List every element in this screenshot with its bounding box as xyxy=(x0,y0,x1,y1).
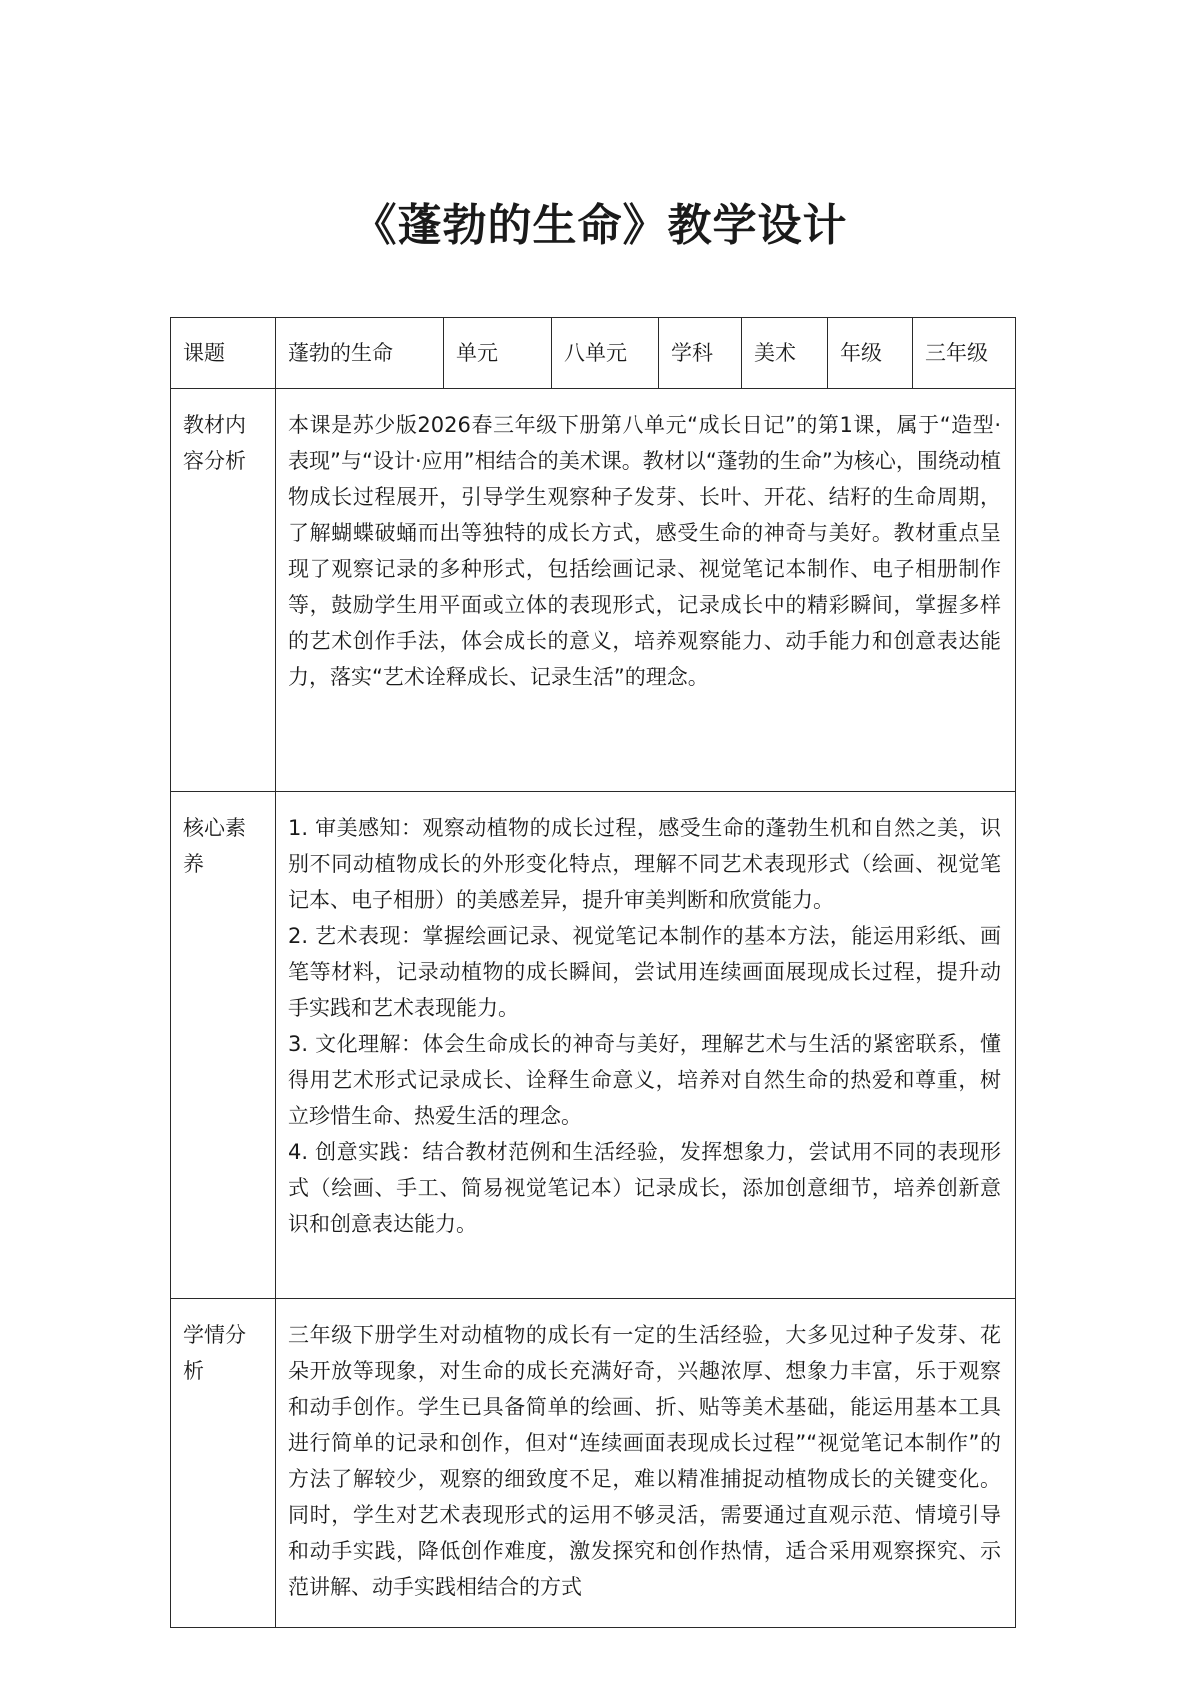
core-competency-label: 核心素养 xyxy=(171,792,276,1299)
learner-analysis-label: 学情分析 xyxy=(171,1299,276,1628)
competency-item-creativity: 4. 创意实践：结合教材范例和生活经验，发挥想象力，尝试用不同的表现形式（绘画、手工、简易视觉笔记本）记录成长，添加创意细节，培养创新意识和创意表达能力。 xyxy=(288,1140,1001,1236)
topic-value: 蓬勃的生命 xyxy=(276,318,444,389)
textbook-analysis-content xyxy=(276,389,1016,792)
textbook-analysis-label: 教材内容分析 xyxy=(171,389,276,792)
learner-analysis-row xyxy=(171,1299,1016,1628)
topic-label: 课题 xyxy=(171,318,276,389)
lesson-plan-table xyxy=(170,317,1016,1628)
learner-analysis-content xyxy=(276,1299,1016,1628)
document-title: 《蓬勃的生命》教学设计 xyxy=(352,200,848,251)
competency-item-aesthetic: 1. 审美感知：观察动植物的成长过程，感受生命的蓬勃生机和自然之美，识别不同动植物成长的外形变化特点，理解不同艺术表现形式（绘画、视觉笔记本、电子相册）的美感差异，提升审美判断和欣赏能力。 xyxy=(288,816,1001,912)
competency-item-expression: 2. 艺术表现：掌握绘画记录、视觉笔记本制作的基本方法，能运用彩纸、画笔等材料，记录动植物的成长瞬间，尝试用连续画面展现成长过程，提升动手实践和艺术表现能力。 xyxy=(288,924,1001,1020)
grade-label: 年级 xyxy=(828,318,913,389)
grade-value: 三年级 xyxy=(913,318,1016,389)
textbook-analysis-row xyxy=(171,389,1016,792)
subject-value: 美术 xyxy=(742,318,828,389)
textbook-analysis-text: 本课是苏少版2026春三年级下册第八单元“成长日记”的第1课，属于“造型·表现”与“设计·应用”相结合的美术课。教材以“蓬勃的生命”为核心，围绕动植物成长过程展开，引导学生观察种子发芽、长叶、开花、结籽的生命周期，了解蝴蝶破蛹而出等独特的成长方式，感受生命的神奇与美好。教材重点呈现了观察记录的多种形式，包括绘画记录、视觉笔记本制作、电子相册制作等，鼓励学生用平面或立体的表现形式，记录成长中的精彩瞬间，掌握多样的艺术创作手法，体会成长的意义，培养观察能力、动手能力和创意表达能力，落实“艺术诠释成长、记录生活”的理念。 xyxy=(288,413,1001,689)
subject-label: 学科 xyxy=(659,318,742,389)
competency-item-culture: 3. 文化理解：体会生命成长的神奇与美好，理解艺术与生活的紧密联系，懂得用艺术形式记录成长、诠释生命意义，培养对自然生命的热爱和尊重，树立珍惜生命、热爱生活的理念。 xyxy=(288,1032,1001,1128)
core-competency-content xyxy=(276,792,1016,1299)
header-row xyxy=(171,318,1016,389)
learner-analysis-text: 三年级下册学生对动植物的成长有一定的生活经验，大多见过种子发芽、花朵开放等现象，对生命的成长充满好奇，兴趣浓厚、想象力丰富，乐于观察和动手创作。学生已具备简单的绘画、折、贴等美术基础，能运用基本工具进行简单的记录和创作，但对“连续画面表现成长过程”“视觉笔记本制作”的方法了解较少，观察的细致度不足，难以精准捕捉动植物成长的关键变化。同时，学生对艺术表现形式的运用不够灵活，需要通过直观示范、情境引导和动手实践，降低创作难度，激发探究和创作热情，适合采用观察探究、示范讲解、动手实践相结合的方式 xyxy=(288,1323,1001,1599)
unit-value: 八单元 xyxy=(552,318,659,389)
unit-label: 单元 xyxy=(444,318,552,389)
core-competency-row xyxy=(171,792,1016,1299)
